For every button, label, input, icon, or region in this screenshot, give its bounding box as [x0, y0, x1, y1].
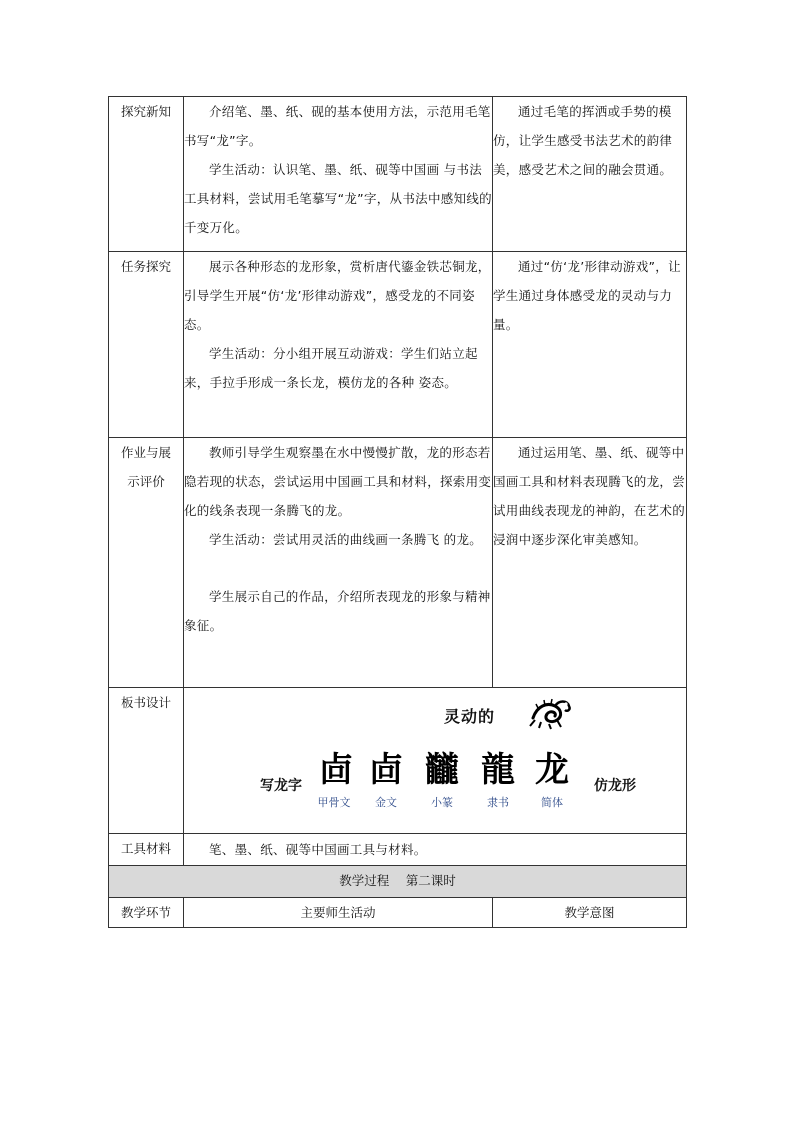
clerical-glyph: 龍 [481, 750, 515, 790]
stage-cell [109, 438, 184, 688]
activity-paragraph: 学生展示自己的作品，介绍所表现龙的形象与精神象征。 [184, 589, 491, 633]
activity-paragraph: 教师引导学生观察墨在水中慢慢扩散，龙的形态若隐若现的状态，尝试运用中国画工具和材料，探索用变化的线条表现一条腾飞的龙。 [184, 445, 492, 518]
imitate-dragon-label: 仿龙形 [594, 778, 636, 794]
table-row-explore-new [109, 97, 687, 252]
script-name: 简体 [541, 796, 563, 809]
board-design [184, 688, 686, 833]
table-row-tools [109, 834, 687, 866]
table-row-board-design [109, 688, 687, 834]
table-row-homework [109, 438, 687, 688]
intent-cell [493, 252, 687, 438]
stage-line: 示评价 [127, 474, 165, 489]
script-name: 金文 [375, 796, 397, 809]
lesson-plan-table [108, 96, 687, 928]
intent-cell [493, 438, 687, 688]
intent-paragraph: 通过“仿‘龙’形律动游戏”，让学生通过身体感受龙的灵动与力量。 [493, 259, 681, 332]
script-name: 甲骨文 [317, 796, 351, 809]
board-title: 灵动的 [444, 707, 496, 726]
board-cell [184, 688, 687, 834]
dragon-illustration-icon [527, 696, 573, 730]
activity-paragraph: 展示各种形态的龙形象，赏析唐代鎏金铁芯铜龙，引导学生开展“仿‘龙’形律动游戏”，感受龙的不同姿态。 [184, 259, 491, 332]
stage-cell: 探究新知 [109, 97, 184, 252]
column-header-intent: 教学意图 [493, 898, 687, 928]
process-header-row [109, 866, 687, 898]
process-header: 教学过程 第二课时 [109, 866, 687, 898]
simplified-glyph: 龙 [535, 750, 569, 790]
oracle-bone-glyph: 㔽 [319, 750, 353, 790]
activity-cell [184, 97, 493, 252]
column-header-stage: 教学环节 [109, 898, 184, 928]
stage-cell: 板书设计 [109, 688, 184, 834]
column-header-row [109, 898, 687, 928]
column-header-activity: 主要师生活动 [184, 898, 493, 928]
tools-text: 笔、墨、纸、砚等中国画工具与材料。 [209, 842, 427, 857]
seal-glyph: 龖 [425, 750, 459, 790]
activity-cell [184, 252, 493, 438]
stage-line: 作业与展 [120, 445, 171, 460]
activity-paragraph: 学生活动：分小组开展互动游戏：学生们站立起来，手拉手形成一条长龙，模仿龙的各种 姿态。 [184, 346, 478, 390]
activity-paragraph: 介绍笔、墨、纸、砚的基本使用方法，示范用毛笔书写“龙”字。 [184, 104, 491, 148]
stage-cell: 工具材料 [109, 834, 184, 866]
bronze-glyph: 㔽 [369, 750, 403, 790]
intent-cell [493, 97, 687, 252]
script-name: 隶书 [487, 796, 509, 809]
table-row-task-explore [109, 252, 687, 438]
intent-paragraph: 通过运用笔、墨、纸、砚等中国画工具和材料表现腾飞的龙，尝试用曲线表现龙的神韵，在艺术的浸润中逐步深化审美感知。 [493, 445, 686, 547]
script-name: 小篆 [431, 796, 453, 809]
activity-cell [184, 438, 493, 688]
stage-cell: 任务探究 [109, 252, 184, 438]
tools-cell [184, 834, 687, 866]
activity-paragraph: 学生活动：认识笔、墨、纸、砚等中国画 与书法工具材料，尝试用毛笔摹写“龙”字，从书法中感知线的千变万化。 [184, 162, 492, 235]
activity-paragraph: 学生活动：尝试用灵活的曲线画一条腾飞 的龙。 [209, 532, 483, 547]
write-dragon-label: 写龙字 [260, 778, 302, 794]
intent-paragraph: 通过毛笔的挥洒或手势的模仿，让学生感受书法艺术的韵律美，感受艺术之间的融会贯通。 [493, 104, 673, 177]
